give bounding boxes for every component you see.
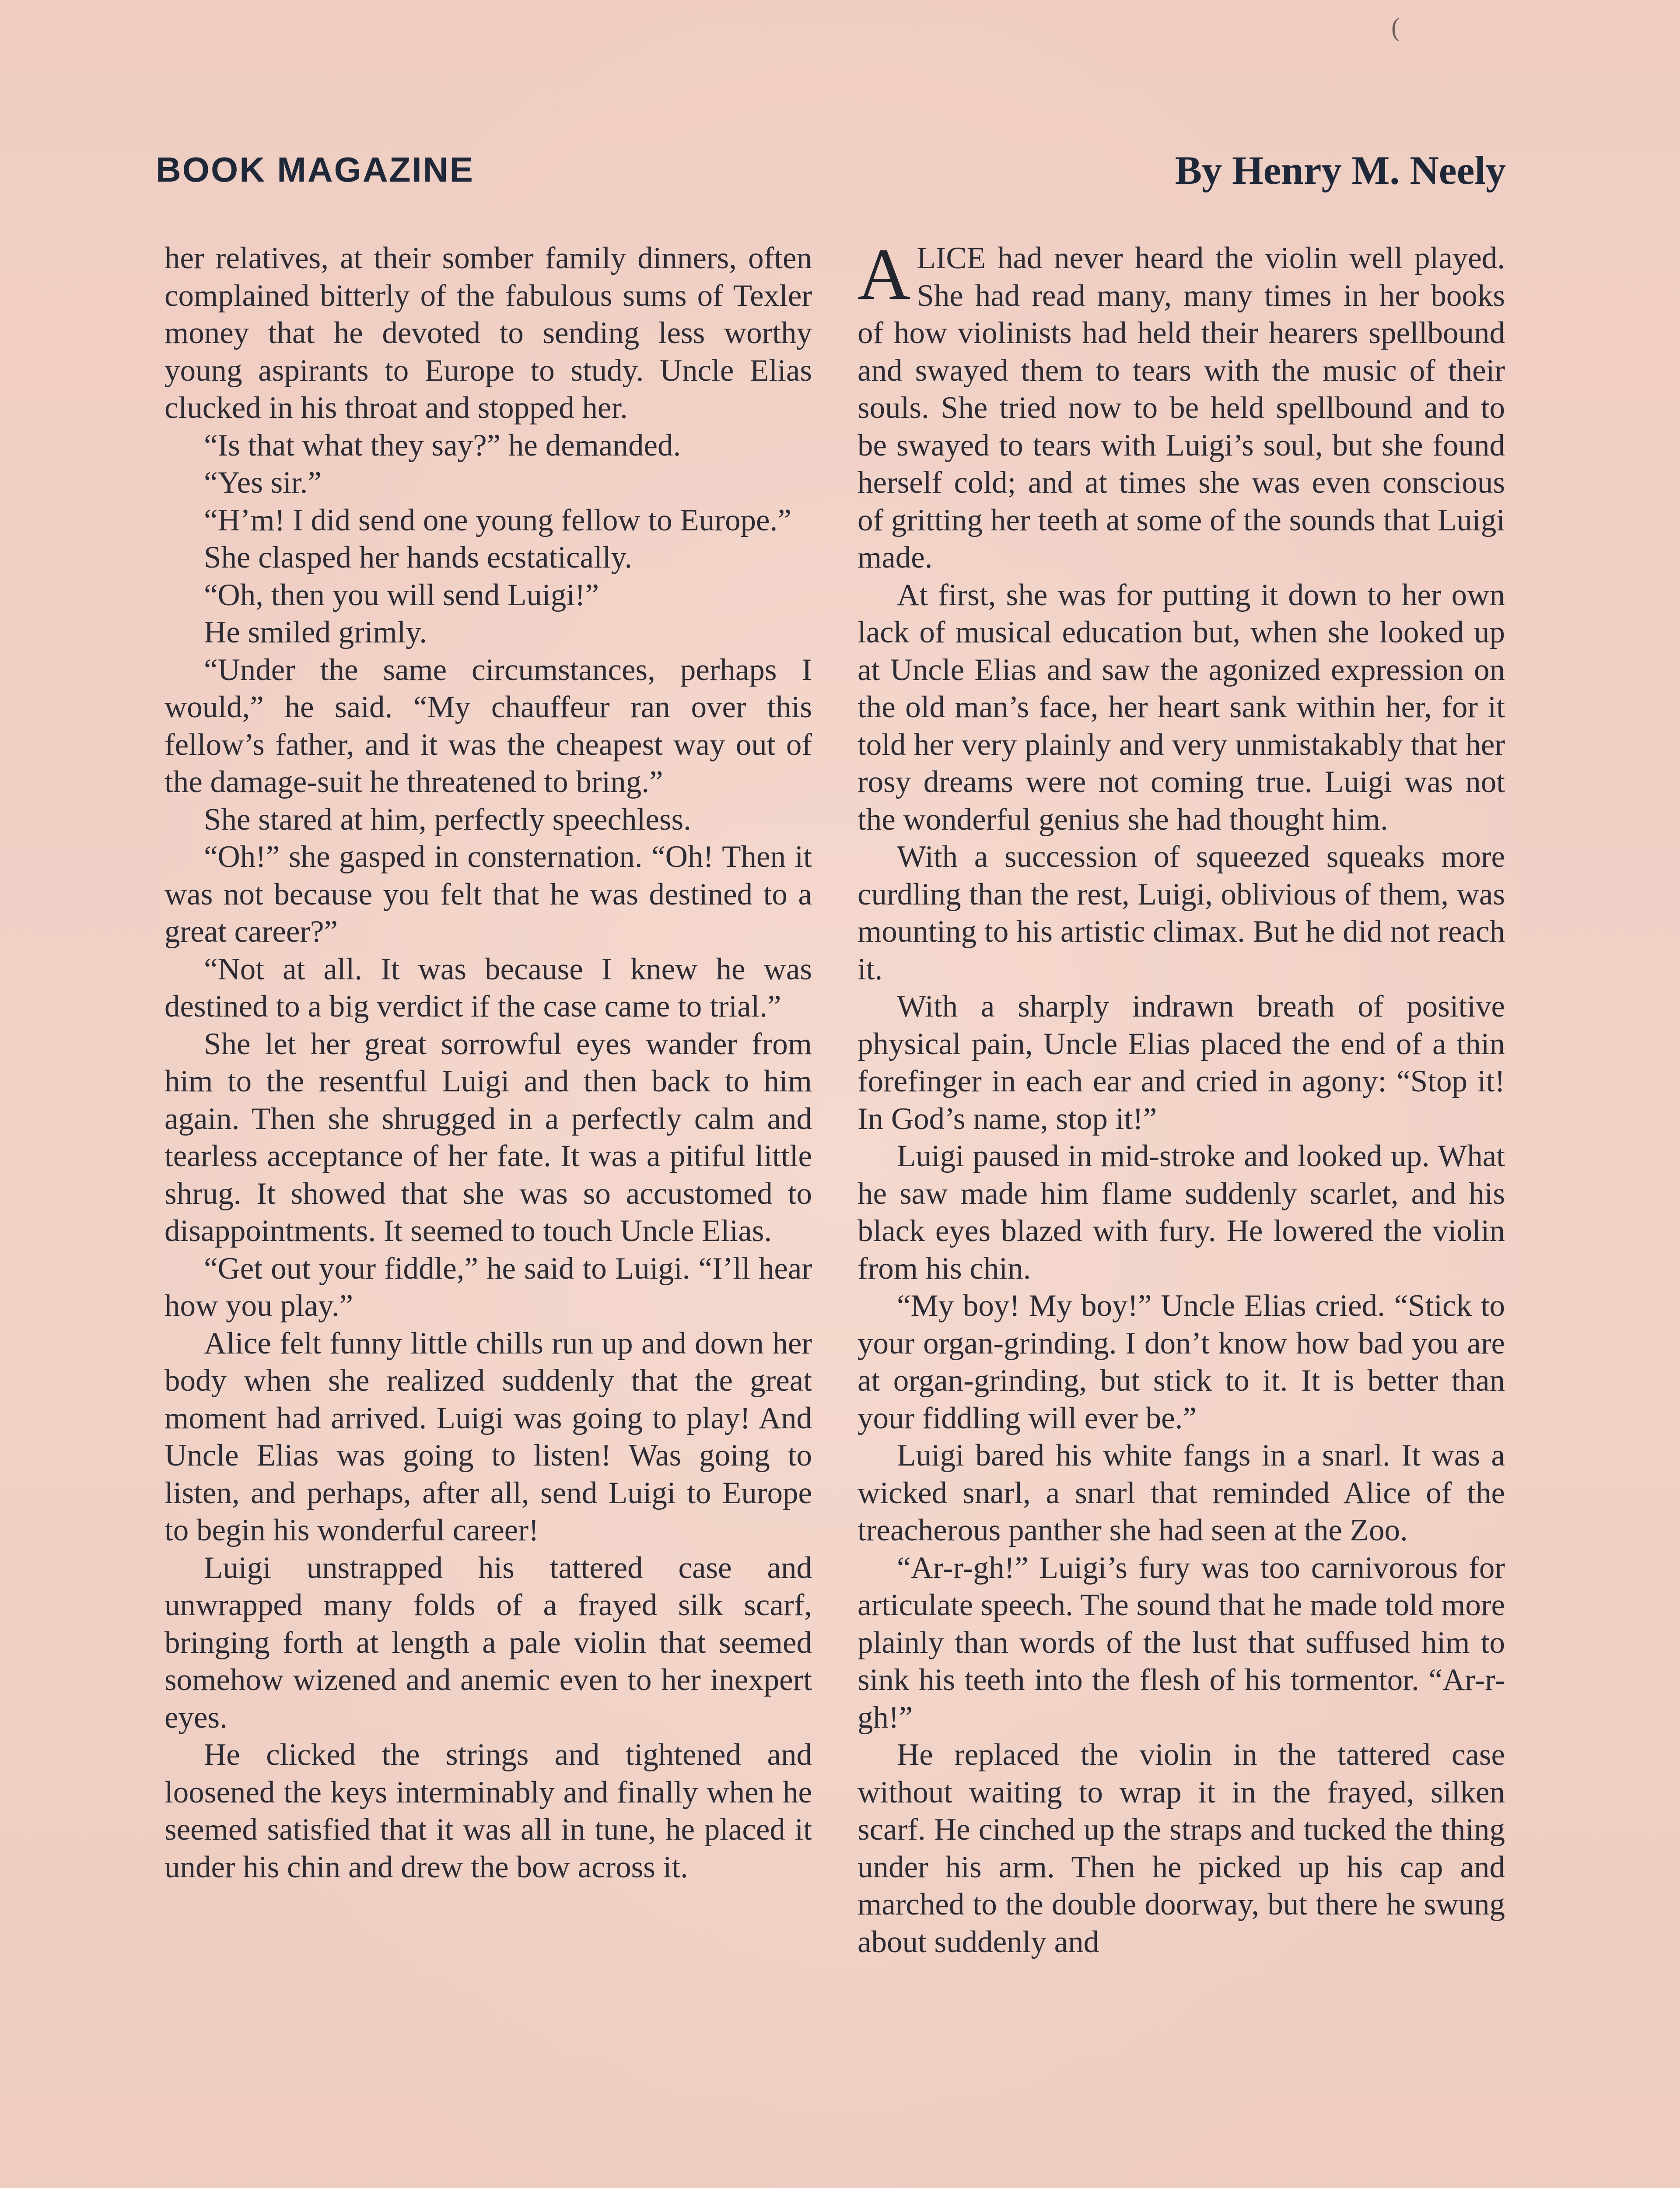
paragraph: “H’m! I did send one young fellow to Europe.” bbox=[204, 503, 791, 537]
opening-paragraph-text: LICE had never heard the violin well played. She had read many, many times in her books of how violinists had held their hearers spellbound and swayed them to tears with the music of their souls. She tried now to be held spellbound and to be swayed to tears with Luigi’s soul, but she found herself cold; and at times she was even conscious of gritting her teeth at some of the sounds that Luigi made. bbox=[858, 241, 1505, 575]
paragraph: “Oh!” she gasped in consternation. “Oh! Then it was not because you felt that he was destined to a great career?” bbox=[164, 840, 812, 949]
opening-paragraph bbox=[858, 234, 1505, 577]
page-edge-mark: ( bbox=[1391, 13, 1400, 42]
paragraph: With a sharply indrawn breath of positive physical pain, Uncle Elias placed the end of a thin forefinger in each ear and cried in agony: “Stop it! In God’s name, stop it!” bbox=[858, 989, 1505, 1136]
paragraph: her relatives, at their somber family dinners, often complained bitterly of the fabulous sums of Texler money that he devoted to sending less worthy young aspirants to Europe to study. Uncle Elias clucked in his throat and stopped her. bbox=[164, 241, 812, 425]
publication-title: BOOK MAGAZINE bbox=[156, 150, 474, 189]
paragraph: “Yes sir.” bbox=[204, 466, 322, 500]
paragraph: Luigi unstrapped his tattered case and unwrapped many folds of a frayed silk scarf, bringing forth at length a pale violin that seemed somehow wizened and anemic even to her inexpert eyes. bbox=[164, 1550, 812, 1735]
left-text-column bbox=[164, 240, 812, 1886]
paragraph: “Get out your fiddle,” he said to Luigi. “I’ll hear how you play.” bbox=[164, 1251, 812, 1323]
paragraph: “Oh, then you will send Luigi!” bbox=[204, 578, 599, 612]
right-text-column bbox=[858, 234, 1505, 1961]
paragraph: “My boy! My boy!” Uncle Elias cried. “Stick to your organ-grinding. I don’t know how bad you are at organ-grinding, but stick to it. It is better than your fiddling will ever be.” bbox=[858, 1289, 1505, 1435]
paragraph: Luigi bared his white fangs in a snarl. It was a wicked snarl, a snarl that reminded Alice of the treacherous panther she had seen at the Zoo. bbox=[858, 1438, 1505, 1547]
paragraph: With a succession of squeezed squeaks more curdling than the rest, Luigi, oblivious of them, was mounting to his artistic climax. But he did not reach it. bbox=[858, 840, 1505, 986]
paragraph: He replaced the violin in the tattered case without waiting to wrap it in the frayed, silken scarf. He cinched up the straps and tucked the thing under his arm. Then he picked up his cap and marched to the double doorway, but there he swung about suddenly and bbox=[858, 1738, 1505, 1959]
paragraph: “Ar-r-gh!” Luigi’s fury was too carnivorous for articulate speech. The sound that he made told more plainly than words of the lust that suffused him to sink his teeth into the flesh of his tormentor. “Ar-r-gh!” bbox=[858, 1550, 1505, 1735]
paragraph: He smiled grimly. bbox=[204, 615, 427, 649]
paragraph: She stared at him, perfectly speechless. bbox=[204, 802, 691, 837]
author-byline: By Henry M. Neely bbox=[1175, 148, 1506, 193]
paragraph: She clasped her hands ecstatically. bbox=[204, 540, 633, 575]
paragraph: “Not at all. It was because I knew he was destined to a big verdict if the case came to trial.” bbox=[164, 952, 812, 1024]
paragraph: “Under the same circumstances, perhaps I would,” he said. “My chauffeur ran over this fellow’s father, and it was the cheapest way out of the damage-suit he threatened to bring.” bbox=[164, 652, 812, 799]
paragraph: “Is that what they say?” he demanded. bbox=[204, 428, 681, 463]
paragraph: At first, she was for putting it down to her own lack of musical education but, when she looked up at Uncle Elias and saw the agonized expression on the old man’s face, her heart sank within her, for it told her very plainly and very unmistakably that her rosy dreams were not coming true. Luigi was not the wonderful genius she had thought him. bbox=[858, 578, 1505, 837]
paragraph: Alice felt funny little chills run up and down her body when she realized suddenly that the great moment had arrived. Luigi was going to play! And Uncle Elias was going to listen! Was going to listen, and perhaps, after all, send Luigi to Europe to begin his wonderful career! bbox=[164, 1326, 812, 1547]
paragraph: She let her great sorrowful eyes wander from him to the resentful Luigi and then back to him again. Then she shrugged in a perfectly calm and tearless acceptance of her fate. It was a pitiful little shrug. It showed that she was so accustomed to disappointments. It seemed to touch Uncle Elias. bbox=[164, 1027, 812, 1248]
paragraph: Luigi paused in mid-stroke and looked up. What he saw made him flame suddenly scarlet, and his black eyes blazed with fury. He lowered the violin from his chin. bbox=[858, 1139, 1505, 1286]
drop-cap: A bbox=[858, 234, 911, 315]
paragraph: He clicked the strings and tightened and loosened the keys interminably and finally when he seemed satisfied that it was all in tune, he placed it under his chin and drew the bow across it. bbox=[164, 1738, 812, 1884]
